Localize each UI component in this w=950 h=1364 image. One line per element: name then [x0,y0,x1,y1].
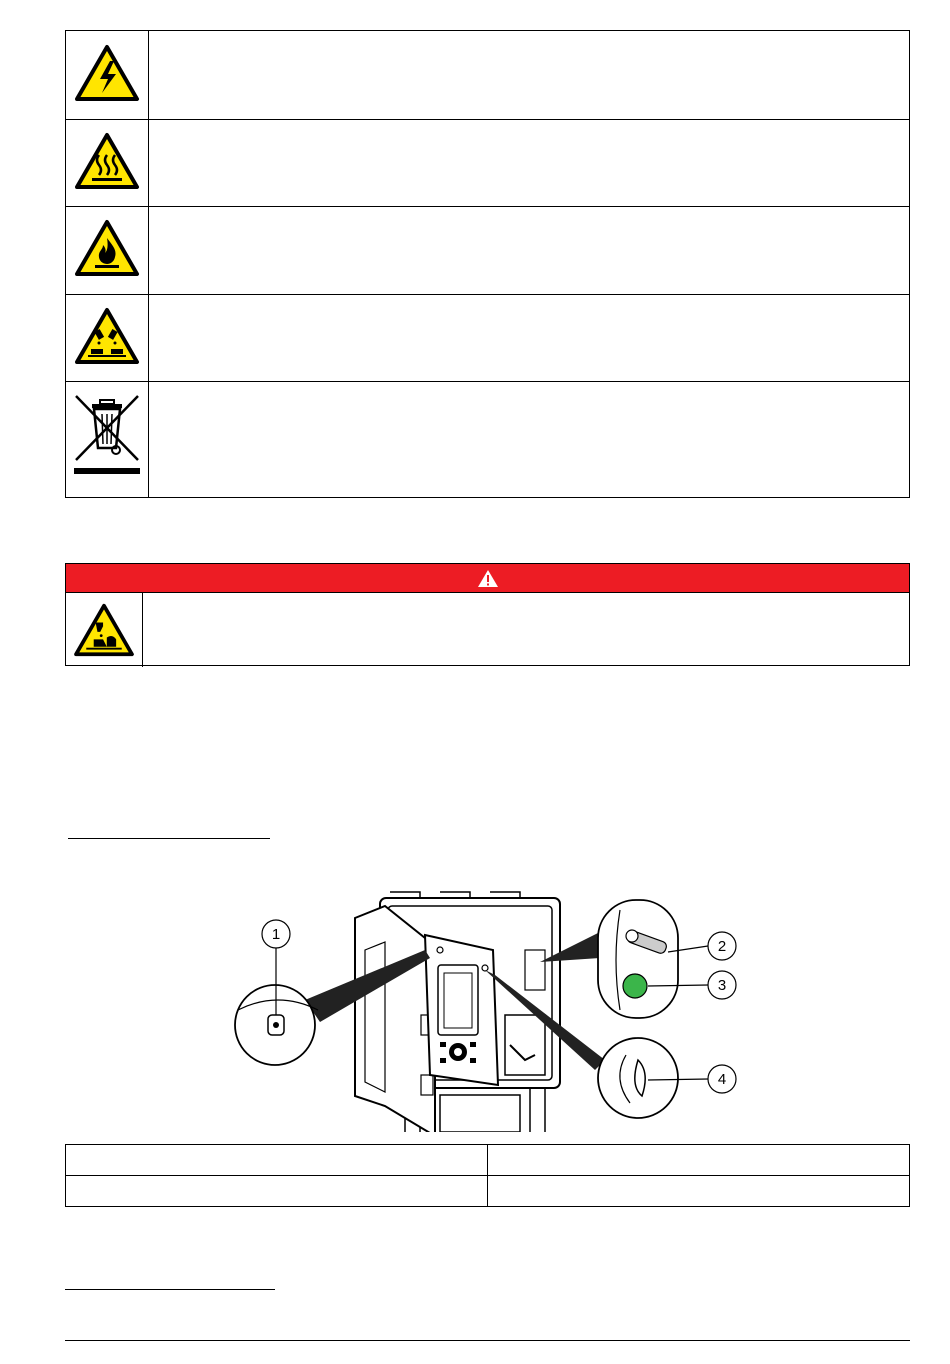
alert-triangle-icon [477,569,499,588]
symbol-icon-cell [66,295,149,382]
symbol-row-flammable [66,207,910,295]
legend-cell [66,1176,488,1207]
corrosive-icon [74,306,140,366]
table-row [66,1176,910,1207]
hot-surface-icon [74,131,140,191]
callout-2 [708,932,736,960]
symbol-text [149,31,910,120]
symbol-text [149,120,910,207]
symbol-row-weee [66,382,910,498]
callout-1 [262,920,290,948]
section-rule [68,838,270,839]
symbol-row-electrical [66,31,910,120]
flammable-icon [74,218,140,278]
symbol-text [149,382,910,498]
callout-label: 1 [271,926,281,943]
symbol-text [149,295,910,382]
callout-4 [708,1065,736,1093]
danger-icon-cell [66,593,143,667]
symbol-row-hot-surface [66,120,910,207]
legend-cell [488,1145,910,1176]
legend-cell [66,1145,488,1176]
symbol-icon-cell [66,207,149,295]
section-rule [65,1289,275,1290]
symbol-table [65,30,910,498]
danger-notice [65,563,910,666]
symbol-text [149,207,910,295]
electrical-hazard-icon [74,43,140,103]
callout-label: 3 [717,977,727,994]
danger-body [66,593,909,667]
weee-disposal-icon [72,392,142,482]
table-row [66,1145,910,1176]
callout-3 [708,971,736,999]
danger-text [143,593,909,667]
danger-header [66,564,909,593]
callout-label: 2 [717,938,727,955]
symbol-row-corrosive [66,295,910,382]
figure-legend-table [65,1144,910,1207]
analyzer-figure [230,880,750,1132]
footer-rule [65,1340,910,1341]
chemical-hazard-icon [73,602,135,658]
symbol-icon-cell [66,382,149,498]
symbol-icon-cell [66,120,149,207]
callout-label: 4 [717,1071,727,1088]
symbol-icon-cell [66,31,149,120]
legend-cell [488,1176,910,1207]
